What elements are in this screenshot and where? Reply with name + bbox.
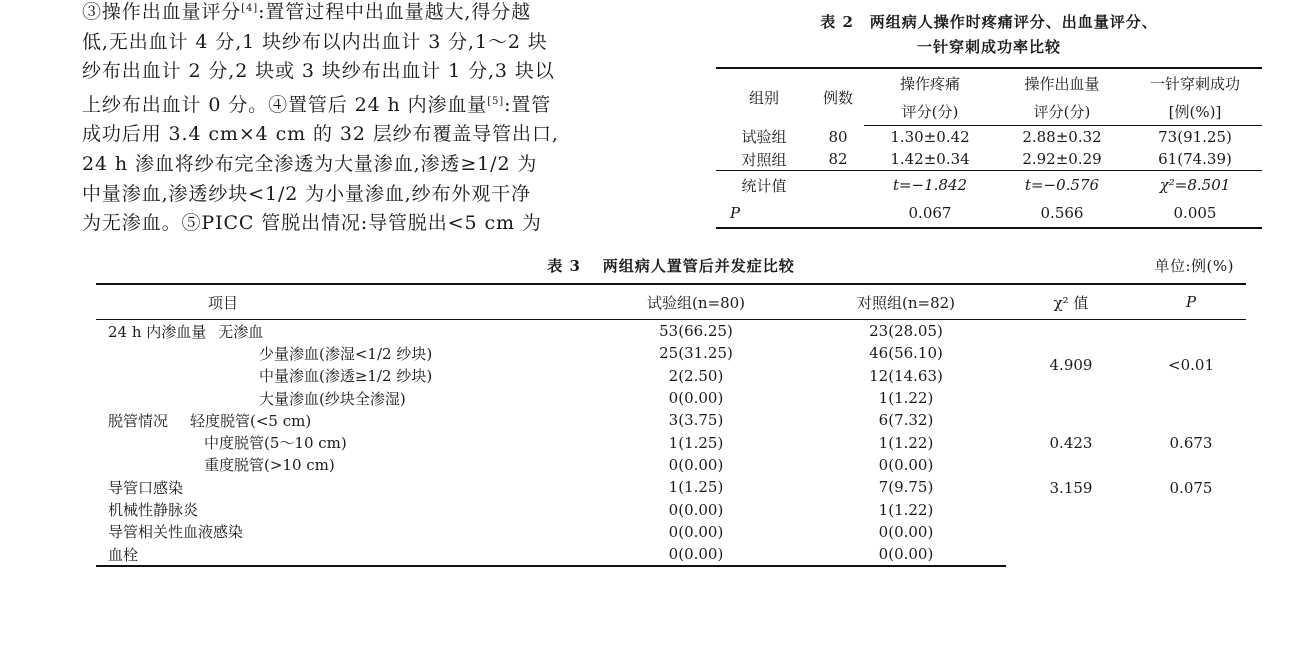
- cell-p-bleed: 0.566: [996, 199, 1128, 228]
- table-row: [716, 126, 1262, 149]
- cell-ctrl: 23(28.05): [869, 322, 943, 341]
- cell-group: 试验组: [741, 128, 787, 147]
- paragraph-line: [82, 0, 674, 28]
- cell-stat-success: χ²=8.501: [1128, 171, 1262, 200]
- cell-pain: 1.30±0.42: [890, 128, 970, 146]
- cell-p-success: 0.005: [1128, 199, 1262, 228]
- cell-sub: 无渗血: [218, 322, 264, 341]
- cell-success: 73(91.25): [1158, 128, 1232, 146]
- cell-group: 脱管情况: [108, 411, 169, 430]
- table3-header-row: [96, 284, 1246, 320]
- cell-group: 24 h 内渗血量: [108, 322, 207, 341]
- cell-exp: 0(0.00): [586, 543, 806, 566]
- table2-label: 表 2: [820, 13, 854, 31]
- cell-group: 对照组: [741, 150, 787, 169]
- cell-exp: 1(1.25): [668, 478, 724, 497]
- table3-caption: [96, 254, 1246, 278]
- cell-chi: 4.909: [1049, 355, 1093, 374]
- paragraph-line: 中量渗血,渗透纱块<1/2 为小量渗血,纱布外观干净: [82, 182, 532, 205]
- citation-ref[interactable]: [4]: [241, 3, 259, 14]
- cell-sub: 重度脱管(>10 cm): [204, 456, 335, 475]
- cell-n: 82: [828, 150, 848, 168]
- col-header-pain: 操作疼痛: [864, 68, 996, 97]
- line-text: :置管: [504, 93, 552, 116]
- cell-p-pain: 0.067: [864, 199, 996, 228]
- cell-ctrl: 6(7.32): [878, 411, 934, 430]
- col-header-ctrl: 对照组(n=82): [806, 284, 1006, 320]
- cell-group: 机械性静脉炎: [108, 501, 199, 520]
- cell-exp: 0(0.00): [668, 500, 724, 519]
- cell-ctrl: 12(14.63): [869, 366, 943, 385]
- cell-ctrl: 0(0.00): [806, 543, 1006, 566]
- cell-success: 61(74.39): [1158, 150, 1232, 168]
- cell-empty: [812, 171, 864, 200]
- cell-bleed: 2.92±0.29: [1022, 150, 1102, 168]
- col-header-group: 组别: [716, 68, 812, 126]
- table3: [96, 283, 1246, 567]
- cell-stat-label: 统计值: [716, 171, 812, 200]
- col-header-success-unit: [例(%)]: [1128, 97, 1262, 126]
- paragraph-line: 低,无出血计 4 分,1 块纱布以内出血计 3 分,1～2 块: [82, 30, 548, 53]
- cell-group: 导管口感染: [108, 478, 184, 497]
- cell-exp: 1(1.25): [668, 433, 724, 452]
- cell-item: [96, 409, 586, 431]
- cell-ctrl: 46(56.10): [869, 344, 943, 363]
- cell-exp: 0(0.00): [668, 522, 724, 541]
- col-header-n: 例数: [812, 68, 864, 126]
- table2-caption-line1: [716, 10, 1262, 35]
- table-row: [716, 148, 1262, 171]
- paragraph-line: 24 h 渗血将纱布完全渗透为大量渗血,渗透≥1/2 为: [82, 152, 538, 175]
- col-header-item: 项目: [96, 284, 586, 320]
- citation-ref[interactable]: [5]: [487, 95, 505, 107]
- paragraph-line: 成功后用 3.4 cm×4 cm 的 32 层纱布覆盖导管出口,: [82, 123, 559, 146]
- cell-n: 80: [828, 127, 848, 146]
- table2: [716, 67, 1262, 229]
- cell-p: 0.673: [1169, 433, 1213, 452]
- cell-sub: 中度脱管(5～10 cm): [204, 434, 347, 453]
- col-header-success: 一针穿刺成功: [1128, 68, 1262, 97]
- cell-exp: 0(0.00): [668, 389, 724, 408]
- cell-exp: 25(31.25): [659, 344, 733, 363]
- cell-bleed: 2.88±0.32: [1022, 128, 1102, 146]
- cell-exp: 3(3.75): [668, 411, 724, 430]
- paragraph-line: [82, 87, 674, 121]
- table3-title-text: 两组病人置管后并发症比较: [602, 257, 795, 275]
- col-header-bleed-unit: 评分(分): [996, 97, 1128, 126]
- table3-title: [96, 254, 1246, 278]
- cell-sub: 轻度脱管(<5 cm): [190, 411, 312, 430]
- col-header-exp: 试验组(n=80): [586, 284, 806, 320]
- table3-unit: 单位:例(%): [1154, 257, 1234, 275]
- cell-sub: 中量渗血(渗透≥1/2 纱块): [259, 367, 433, 386]
- line-text: ③操作出血量评分: [82, 1, 242, 23]
- paragraph-line: 纱布出血计 2 分,2 块或 3 块纱布出血计 1 分,3 块以: [82, 60, 555, 83]
- table-row: [96, 320, 1246, 343]
- cell-stat-pain: t=−1.842: [864, 171, 996, 200]
- table3-label: 表 3: [547, 257, 581, 275]
- cell-p: <0.01: [1168, 355, 1214, 374]
- col-header-bleed: 操作出血量: [996, 68, 1128, 97]
- cell-empty: [812, 199, 864, 228]
- cell-exp: 53(66.25): [659, 322, 733, 341]
- col-header-chi: χ² 值: [1006, 284, 1136, 320]
- cell-exp: 2(2.50): [668, 366, 724, 385]
- table2-title-1: 两组病人操作时疼痛评分、出血量评分、: [869, 13, 1158, 31]
- col-header-p: P: [1136, 284, 1246, 320]
- line-text: :置管过程中出血量越大,得分越: [258, 1, 532, 23]
- table2-title-2: 一针穿刺成功率比较: [916, 38, 1061, 56]
- table-row: [96, 476, 1246, 498]
- table-row-p: [716, 199, 1262, 228]
- cell-chi: 3.159: [1049, 479, 1093, 498]
- line-text: 上纱布出血计 0 分。④置管后 24 h 内渗血量: [82, 93, 488, 116]
- table2-header-row: [716, 68, 1262, 97]
- cell-stat-bleed: t=−0.576: [996, 171, 1128, 200]
- table-row: [96, 409, 1246, 431]
- cell-p-label: P: [716, 199, 812, 228]
- cell-sub: 少量渗血(渗湿<1/2 纱块): [259, 344, 433, 363]
- body-paragraph: [82, 0, 674, 239]
- cell-item: [96, 320, 586, 343]
- cell-ctrl: 7(9.75): [878, 478, 934, 497]
- cell-p: 0.075: [1169, 479, 1213, 498]
- cell-pain: 1.42±0.34: [890, 150, 970, 168]
- cell-exp: 0(0.00): [668, 455, 724, 474]
- paragraph-line: 为无渗血。⑤PICC 管脱出情况:导管脱出<5 cm 为: [82, 212, 542, 235]
- cell-chi: 0.423: [1049, 433, 1093, 452]
- cell-ctrl: 1(1.22): [878, 500, 934, 519]
- cell-ctrl: 0(0.00): [878, 455, 934, 474]
- cell-ctrl: 0(0.00): [878, 522, 934, 541]
- cell-sub: 大量渗血(纱块全渗湿): [259, 389, 406, 408]
- cell-group: 血栓: [96, 543, 586, 566]
- cell-group: 导管相关性血液感染: [108, 523, 244, 542]
- cell-ctrl: 1(1.22): [878, 389, 934, 408]
- col-header-pain-unit: 评分(分): [864, 97, 996, 126]
- table-row-stat: [716, 171, 1262, 200]
- cell-ctrl: 1(1.22): [878, 433, 934, 452]
- table2-caption: [716, 10, 1262, 60]
